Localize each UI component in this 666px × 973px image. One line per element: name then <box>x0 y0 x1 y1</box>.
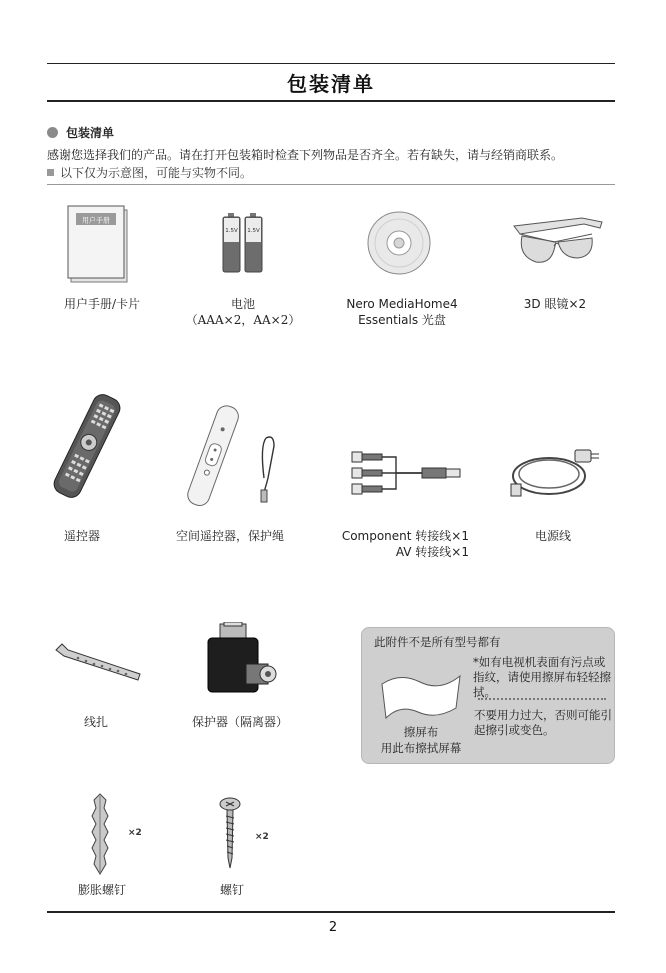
battery-a-voltage: 1.5V <box>225 228 238 234</box>
notebox-tip-pressure: 不要用力过大，否则可能引起擦引或变色。 <box>474 708 612 737</box>
item-wall-anchor <box>86 792 114 880</box>
label-wall-anchor <box>70 882 134 898</box>
item-motion-remote <box>170 400 290 516</box>
label-isolator <box>188 714 292 730</box>
cloth-name: 擦屏布 <box>403 725 439 739</box>
accessory-note-box <box>361 627 615 764</box>
battery-b-voltage: 1.5V <box>247 228 260 234</box>
divider <box>47 184 615 185</box>
label-line: Component 转接线×1 <box>341 529 469 543</box>
top-rule <box>47 63 615 64</box>
qty-screw: ×2 <box>255 832 269 842</box>
label-cable-tie <box>64 714 128 730</box>
item-disc <box>366 210 432 280</box>
manual-icon <box>66 204 130 284</box>
label-screw <box>200 882 264 898</box>
notebox-tip-cleaning: *如有电视机表面有污点或指纹，请使用擦屏布轻轻擦拭。 <box>473 655 611 699</box>
av-cable-icon <box>350 446 466 502</box>
cable-tie-icon <box>50 640 146 684</box>
label-disc <box>337 296 467 328</box>
label-line: 遥控器 <box>63 529 100 543</box>
isolator-icon <box>200 622 280 696</box>
item-manual <box>66 204 130 288</box>
square-bullet-icon <box>47 169 54 176</box>
label-line: 电池 <box>230 297 255 311</box>
label-line: 膨胀螺钉 <box>77 883 126 897</box>
3d-glasses-icon <box>510 212 606 272</box>
label-line: 保护器（隔离器） <box>191 715 288 729</box>
label-line: 3D 眼镜×2 <box>523 297 587 311</box>
note-text <box>47 164 252 181</box>
item-power-cord <box>505 440 601 508</box>
page-title: 包装清单 <box>287 72 375 96</box>
label-remote <box>47 528 117 544</box>
screw-icon <box>218 796 242 870</box>
label-batteries <box>183 296 303 328</box>
qty-wall-anchor: ×2 <box>128 828 142 838</box>
cleaning-cloth-icon <box>376 668 466 724</box>
remote-icon <box>42 390 132 502</box>
section-heading-text: 包装清单 <box>66 126 115 140</box>
cloth-description: 用此布擦拭屏幕 <box>380 741 462 755</box>
item-av-cables <box>350 446 466 506</box>
section-heading <box>47 124 114 141</box>
notebox-divider <box>478 698 606 700</box>
battery-icon <box>221 212 265 274</box>
label-line: Essentials 光盘 <box>358 313 446 327</box>
label-line: 空间遥控器，保护绳 <box>175 529 284 543</box>
item-isolator <box>200 622 280 700</box>
intro-text: 感谢您选择我们的产品。请在打开包装箱时检查下列物品是否齐全。若有缺失，请与经销商联系。 <box>47 148 564 162</box>
bullet-icon <box>47 127 58 138</box>
label-motion-remote <box>170 528 290 544</box>
label-line: AV 转接线×1 <box>395 545 469 559</box>
item-screw <box>218 796 242 874</box>
wall-anchor-icon <box>86 792 114 876</box>
item-remote <box>42 390 132 506</box>
label-line: 线扎 <box>83 715 108 729</box>
motion-remote-icon <box>170 400 290 512</box>
item-batteries <box>221 212 265 278</box>
label-line: （AAA×2，AA×2） <box>185 313 301 327</box>
manual-cover-text: 用户手册 <box>82 216 110 225</box>
page-number: 2 <box>328 920 338 935</box>
item-3d-glasses <box>510 212 606 276</box>
disc-icon <box>366 210 432 276</box>
label-line: 电源线 <box>534 529 571 543</box>
title-rule <box>47 100 615 102</box>
label-av-cables <box>337 528 469 560</box>
label-line: 螺钉 <box>219 883 244 897</box>
item-cable-tie <box>50 640 146 688</box>
label-3d-glasses <box>507 296 603 312</box>
label-line: 用户手册/卡片 <box>63 297 141 311</box>
label-power-cord <box>518 528 588 544</box>
label-manual <box>47 296 157 312</box>
label-line: Nero MediaHome4 <box>346 297 458 311</box>
note-text-content: 以下仅为示意图，可能与实物不同。 <box>60 166 253 180</box>
footer-rule <box>47 911 615 913</box>
notebox-title: 此附件不是所有型号都有 <box>374 635 501 649</box>
power-cord-icon <box>505 440 601 504</box>
